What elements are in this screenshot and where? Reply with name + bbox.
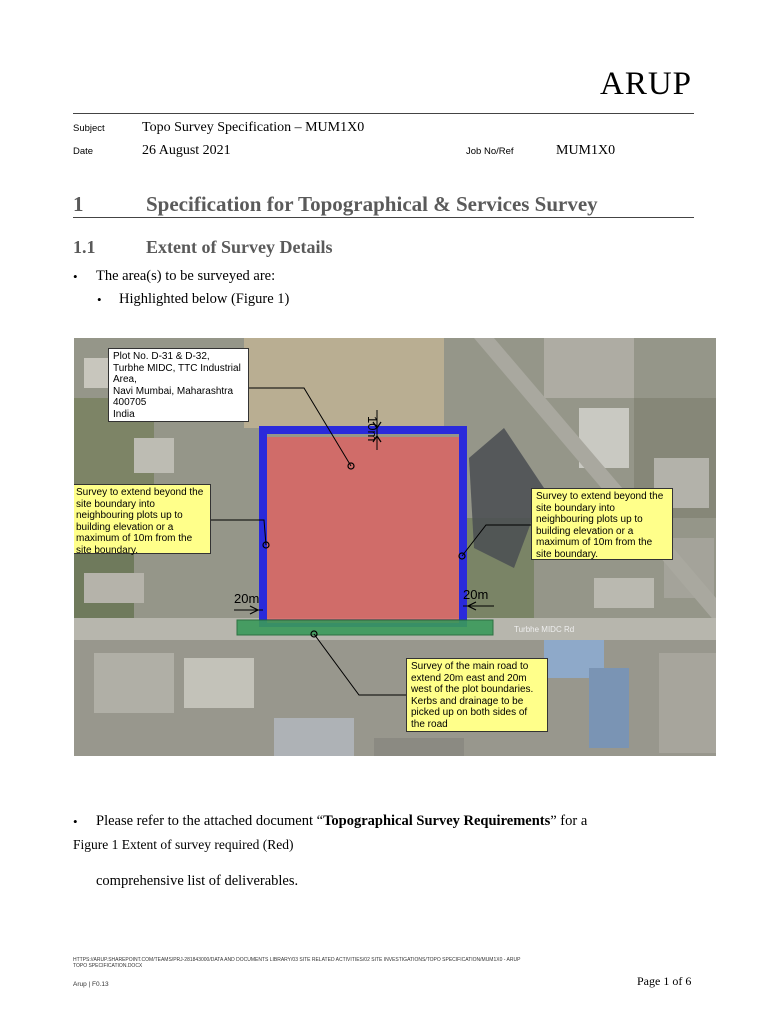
subject-value: Topo Survey Specification – MUM1X0 [142, 120, 365, 135]
bullet-3-post: ” for a [550, 813, 588, 829]
section-1-1-title: Extent of Survey Details [146, 237, 333, 257]
arup-logo: ARUP [600, 66, 693, 102]
bullet-3-pre: Please refer to the attached document “ [96, 813, 324, 829]
road-survey-callout: Survey of the main road to extend 20m east and 20m west of the plot boundaries. Kerbs and drainage to be picked up on both sides of the road [406, 658, 548, 732]
header-rule [73, 113, 694, 114]
road-survey-strip [237, 620, 493, 635]
address-line-6: India [113, 408, 135, 420]
dimension-top-label: 10m [365, 416, 380, 442]
section-1-1-number: 1.1 [73, 237, 96, 257]
bullet-2-text: Highlighted below (Figure 1) [119, 291, 290, 307]
address-line-2: Turbhe MIDC, TTC Industrial [113, 362, 241, 374]
site-plot-area [267, 437, 459, 623]
footer-ref: Arup | F0.13 [73, 981, 109, 988]
section-1-number: 1 [73, 192, 84, 216]
footer-file-path: HTTPS://ARUP.SHAREPOINT.COM/TEAMS/PRJ-281843000/DATA AND DOCUMENTS LIBRARY/03 SITE RELATED ACTIVITIES/02 SITE INVESTIGATIONS/TOPO SPECIFICATION/MUM1X0 - ARUP TOPO SPECIFICATION.DOCX [73, 957, 521, 969]
bullet-1-text: The area(s) to be surveyed are: [96, 268, 276, 284]
right-boundary-callout: Survey to extend beyond the site boundary into neighbouring plots up to building elevation or a maximum of 10m from the site boundary. [531, 488, 673, 560]
bullet-3-marker: • [73, 814, 78, 829]
jobref-label: Job No/Ref [466, 146, 514, 157]
bullet-3-doc-title: Topographical Survey Requirements [323, 813, 551, 829]
left-boundary-callout: Survey to extend beyond the site boundary into neighbouring plots up to building elevation or a maximum of 10m from the site boundary. [74, 484, 211, 554]
dimension-left-label: 20m [234, 591, 260, 606]
bullet-3-text [96, 813, 587, 830]
address-line-4: Navi Mumbai, Maharashtra [113, 385, 234, 397]
subject-label: Subject [73, 123, 105, 134]
section-rule [73, 217, 694, 218]
date-value: 26 August 2021 [142, 143, 231, 158]
figure-caption: Figure 1 Extent of survey required (Red) [73, 837, 294, 852]
section-1-title: Specification for Topographical & Services Survey [146, 192, 598, 216]
address-line-5: 400705 [113, 397, 147, 408]
dimension-right-label: 20m [463, 587, 489, 602]
bullet-2-marker: • [97, 292, 102, 307]
road-name-label: Turbhe MIDC Rd [514, 625, 575, 634]
address-line-1: Plot No. D-31 & D-32, [113, 351, 210, 362]
page-number: Page 1 of 6 [637, 974, 692, 988]
jobref-value: MUM1X0 [556, 143, 616, 158]
date-label: Date [73, 146, 94, 157]
bullet-3-continuation: comprehensive list of deliverables. [96, 873, 299, 889]
address-callout [108, 348, 249, 422]
address-line-3: Area, [113, 374, 137, 385]
site-aerial-figure [74, 338, 716, 756]
bullet-1-marker: • [73, 269, 78, 284]
